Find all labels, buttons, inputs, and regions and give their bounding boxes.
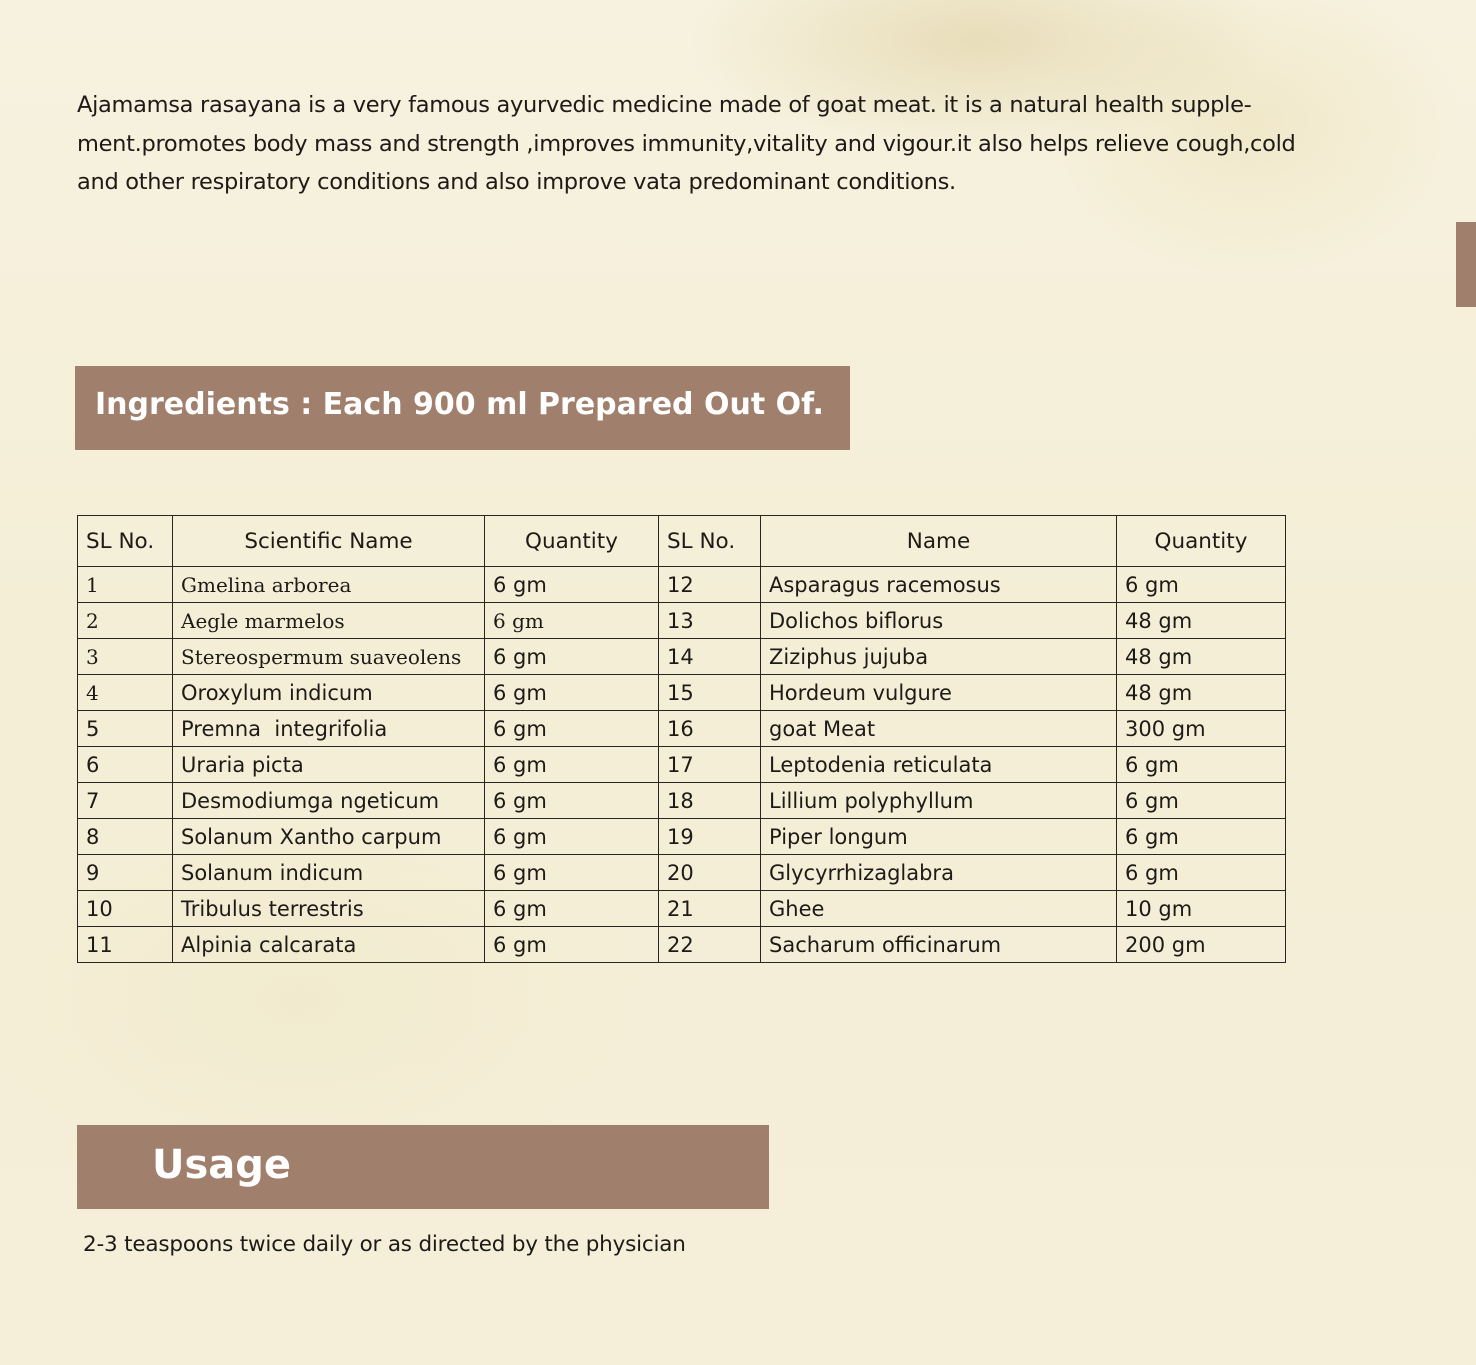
scientific-name-cell: Solanum indicum [173,855,485,891]
scientific-name-cell: Gmelina arborea [173,567,485,603]
sl-no-cell: 2 [78,603,173,639]
scientific-name-cell: Uraria picta [173,747,485,783]
quantity-cell: 6 gm [1117,819,1286,855]
quantity-cell: 10 gm [1117,891,1286,927]
scientific-name-cell: Stereospermum suaveolens [173,639,485,675]
sl-no-cell: 18 [659,783,761,819]
table-row [78,711,1286,747]
scientific-name-cell: Aegle marmelos [173,603,485,639]
name-cell: Hordeum vulgure [761,675,1117,711]
name-cell: goat Meat [761,711,1117,747]
quantity-cell: 6 gm [485,855,659,891]
name-cell: Sacharum officinarum [761,927,1117,963]
table-row [78,927,1286,963]
sl-no-cell: 5 [78,711,173,747]
sl-no-cell: 10 [78,891,173,927]
sl-no-cell: 16 [659,711,761,747]
ingredients-heading: Ingredients : Each 900 ml Prepared Out Of. [75,366,850,450]
quantity-cell: 300 gm [1117,711,1286,747]
name-cell: Ziziphus jujuba [761,639,1117,675]
ingredients-table [77,515,1286,963]
sl-no-cell: 4 [78,675,173,711]
table-row [78,567,1286,603]
sl-no-cell: 12 [659,567,761,603]
quantity-cell: 6 gm [485,639,659,675]
quantity-cell: 200 gm [1117,927,1286,963]
sl-no-cell: 22 [659,927,761,963]
sl-no-cell: 1 [78,567,173,603]
quantity-cell: 48 gm [1117,639,1286,675]
quantity-cell: 6 gm [1117,747,1286,783]
scientific-name-cell: Alpinia calcarata [173,927,485,963]
name-cell: Ghee [761,891,1117,927]
name-cell: Piper longum [761,819,1117,855]
sl-no-cell: 20 [659,855,761,891]
table-row [78,747,1286,783]
sl-no-cell: 15 [659,675,761,711]
quantity-cell: 6 gm [485,675,659,711]
sl-no-cell: 9 [78,855,173,891]
quantity-cell: 6 gm [485,927,659,963]
side-tab-marker [1456,222,1476,307]
header-sl-no-2: SL No. [659,516,761,567]
quantity-cell: 6 gm [1117,855,1286,891]
sl-no-cell: 13 [659,603,761,639]
usage-heading: Usage [77,1125,769,1209]
scientific-name-cell: Solanum Xantho carpum [173,819,485,855]
name-cell: Leptodenia reticulata [761,747,1117,783]
name-cell: Dolichos biflorus [761,603,1117,639]
quantity-cell: 6 gm [1117,783,1286,819]
scientific-name-cell: Premna integrifolia [173,711,485,747]
name-cell: Asparagus racemosus [761,567,1117,603]
sl-no-cell: 3 [78,639,173,675]
table-row [78,891,1286,927]
table-header-row [78,516,1286,567]
header-quantity: Quantity [485,516,659,567]
quantity-cell: 6 gm [485,891,659,927]
sl-no-cell: 14 [659,639,761,675]
table-row [78,639,1286,675]
sl-no-cell: 6 [78,747,173,783]
sl-no-cell: 21 [659,891,761,927]
sl-no-cell: 17 [659,747,761,783]
sl-no-cell: 11 [78,927,173,963]
name-cell: Glycyrrhizaglabra [761,855,1117,891]
quantity-cell: 6 gm [485,783,659,819]
table-row [78,603,1286,639]
table-row [78,855,1286,891]
scientific-name-cell: Desmodiumga ngeticum [173,783,485,819]
quantity-cell: 6 gm [1117,567,1286,603]
header-quantity-2: Quantity [1117,516,1286,567]
table-row [78,675,1286,711]
header-sl-no: SL No. [78,516,173,567]
quantity-cell: 48 gm [1117,603,1286,639]
quantity-cell: 48 gm [1117,675,1286,711]
quantity-cell: 6 gm [485,603,659,639]
quantity-cell: 6 gm [485,567,659,603]
table-row [78,783,1286,819]
table-row [78,819,1286,855]
scientific-name-cell: Oroxylum indicum [173,675,485,711]
sl-no-cell: 8 [78,819,173,855]
quantity-cell: 6 gm [485,747,659,783]
intro-paragraph: Ajamamsa rasayana is a very famous ayurvedic medicine made of goat meat. it is a natural health supple-ment.promotes body mass and strength ,improves immunity,vitality and vigour.it also helps relieve cough,cold and other respiratory conditions and also improve vata predominant conditions. [77,92,1296,195]
header-scientific-name: Scientific Name [173,516,485,567]
sl-no-cell: 19 [659,819,761,855]
quantity-cell: 6 gm [485,819,659,855]
header-name: Name [761,516,1117,567]
usage-text: 2-3 teaspoons twice daily or as directed by the physician [83,1232,686,1257]
sl-no-cell: 7 [78,783,173,819]
quantity-cell: 6 gm [485,711,659,747]
scientific-name-cell: Tribulus terrestris [173,891,485,927]
name-cell: Lillium polyphyllum [761,783,1117,819]
